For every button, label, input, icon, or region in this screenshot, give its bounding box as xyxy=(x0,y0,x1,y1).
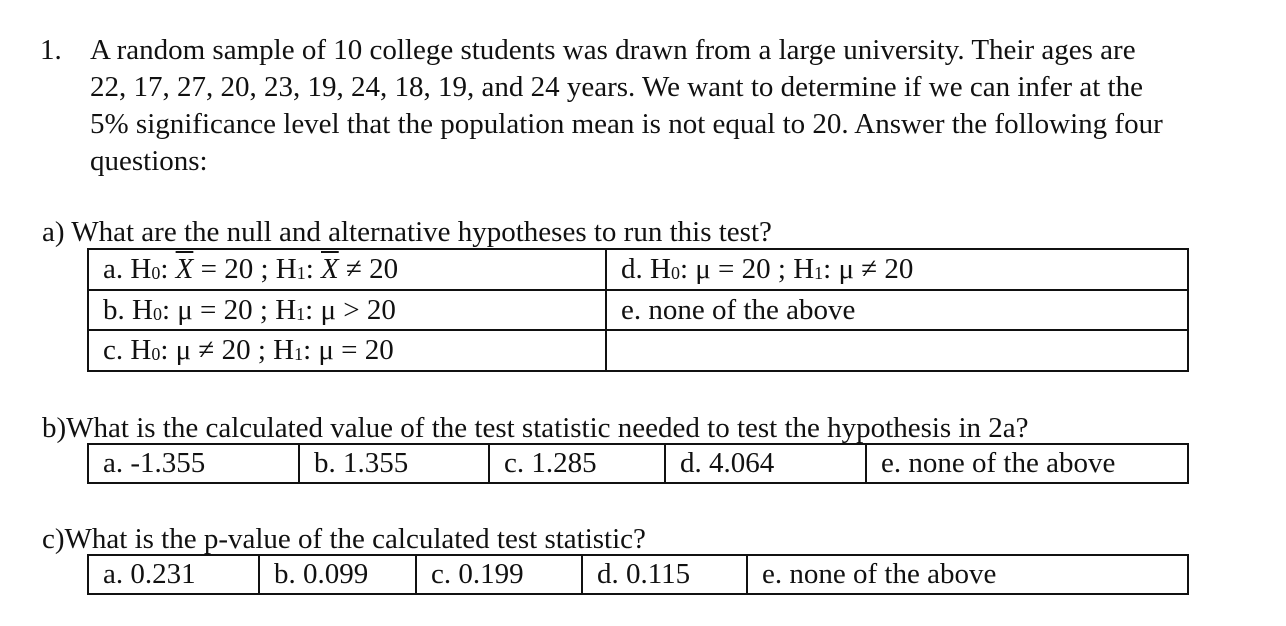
part-c-option-d[interactable]: d. 0.115 xyxy=(582,555,747,594)
part-c-option-a[interactable]: a. 0.231 xyxy=(88,555,259,594)
part-c-option-b[interactable]: b. 0.099 xyxy=(259,555,416,594)
question-line-1: A random sample of 10 college students was drawn from a large university. Their ages are xyxy=(90,34,1136,66)
part-b-heading: b)What is the calculated value of the test statistic needed to test the hypothesis in 2a? xyxy=(42,412,1029,444)
part-b-option-d[interactable]: d. 4.064 xyxy=(665,444,866,483)
part-a-option-e[interactable]: e. none of the above xyxy=(606,290,1188,330)
part-a-option-a[interactable]: a. H0: $\overline{X} = 20$ ; H1: $\overline{X} \ne 20$ xyxy=(88,249,606,290)
part-b-option-b[interactable]: b. 1.355 xyxy=(299,444,489,483)
part-a-option-d[interactable]: d. H0: μ = 20 ; H1: μ ≠ 20 xyxy=(606,249,1188,290)
question-line-3: 5% significance level that the population mean is not equal to 20. Answer the following four xyxy=(90,108,1163,140)
part-a-option-b[interactable]: b. H0: μ = 20 ; H1: μ > 20 xyxy=(88,290,606,330)
x-bar-symbol: $\overline{X}$ xyxy=(321,253,339,285)
part-b-option-a[interactable]: a. -1.355 xyxy=(88,444,299,483)
part-b-option-e[interactable]: e. none of the above xyxy=(866,444,1188,483)
x-bar-symbol: $\overline{X}$ xyxy=(175,253,194,285)
question-number: 1. xyxy=(40,34,62,66)
question-line-4: questions: xyxy=(90,145,208,177)
part-c-option-c[interactable]: c. 0.199 xyxy=(416,555,582,594)
part-a-options-table xyxy=(87,248,1189,372)
part-c-options-table xyxy=(87,554,1189,595)
part-a-option-c[interactable]: c. H0: μ ≠ 20 ; H1: μ = 20 xyxy=(88,330,606,371)
question-text xyxy=(90,32,1280,180)
part-b-options-table xyxy=(87,443,1189,484)
question-line-2: 22, 17, 27, 20, 23, 19, 24, 18, 19, and 24 years. We want to determine if we can infer at the xyxy=(90,71,1143,103)
part-a-heading: a) What are the null and alternative hypotheses to run this test? xyxy=(42,216,772,248)
part-c-option-e[interactable]: e. none of the above xyxy=(747,555,1188,594)
part-c-heading: c)What is the p-value of the calculated test statistic? xyxy=(42,523,646,555)
part-a-empty-cell xyxy=(606,330,1188,371)
part-b-option-c[interactable]: c. 1.285 xyxy=(489,444,665,483)
